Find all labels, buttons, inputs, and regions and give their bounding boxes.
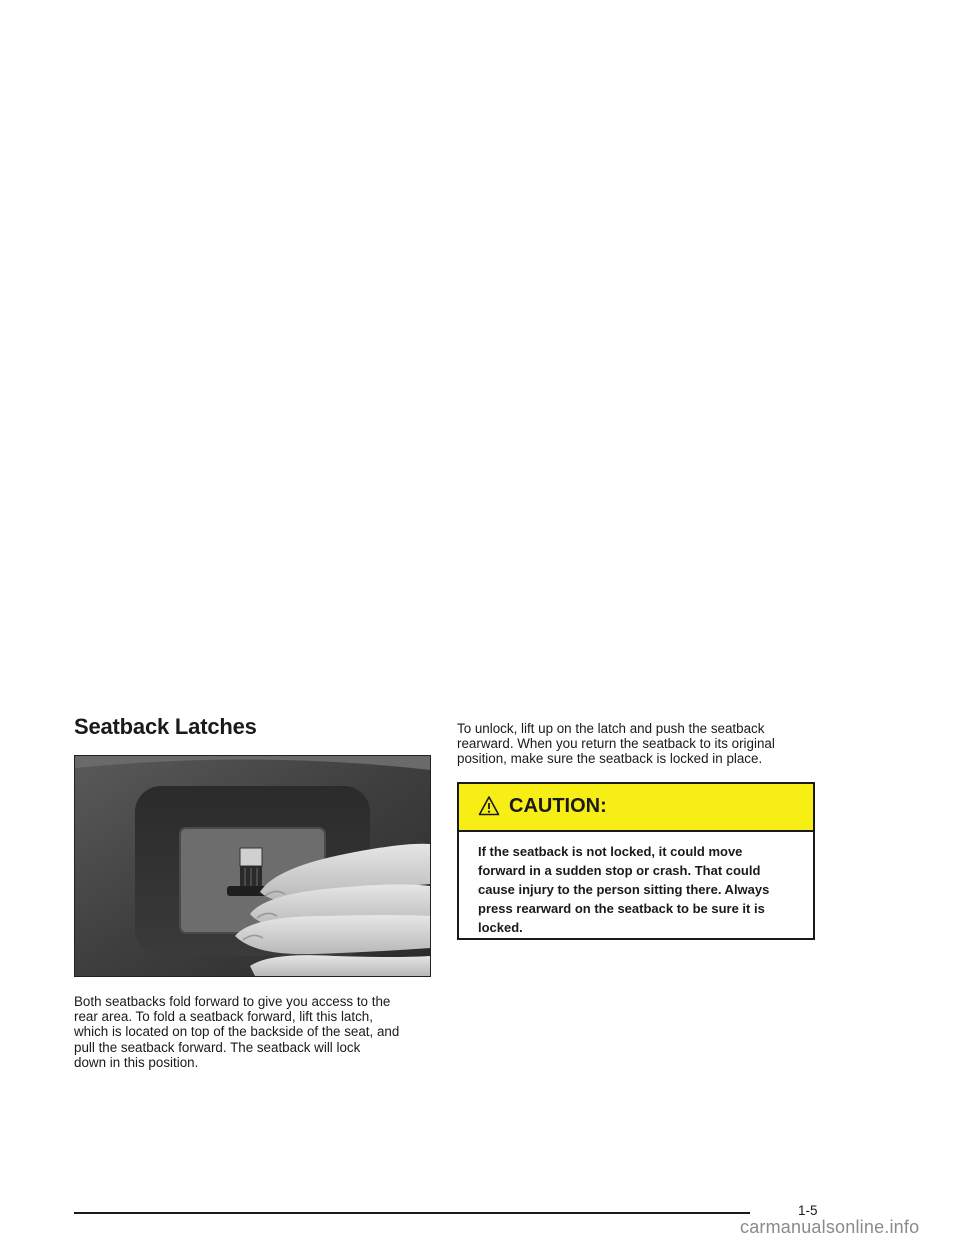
body-paragraph-left: Both seatbacks fold forward to give you access to the rear area. To fold a seatback forward, lift this latch, which is located on top of the backside of the seat, and pull the seatback forward. The seatback will lock down in this position. — [74, 994, 400, 1070]
caution-header — [459, 784, 813, 832]
warning-triangle-icon — [478, 795, 500, 822]
watermark: carmanualsonline.info — [740, 1217, 920, 1237]
footer-rule — [74, 1212, 750, 1214]
caution-box — [457, 782, 815, 940]
page-number: 1-5 — [798, 1203, 818, 1218]
seatback-latch-photo — [74, 755, 431, 977]
body-paragraph-right: To unlock, lift up on the latch and push the seatback rearward. When you return the seatback to its original position, make sure the seatback is locked in place. — [457, 721, 775, 767]
caution-body: If the seatback is not locked, it could move forward in a sudden stop or crash. That could cause injury to the person sitting there. Always press rearward on the seatback to be sure it is locked. — [478, 844, 770, 935]
caution-title: CAUTION: — [509, 795, 607, 817]
section-heading: Seatback Latches — [74, 714, 257, 739]
